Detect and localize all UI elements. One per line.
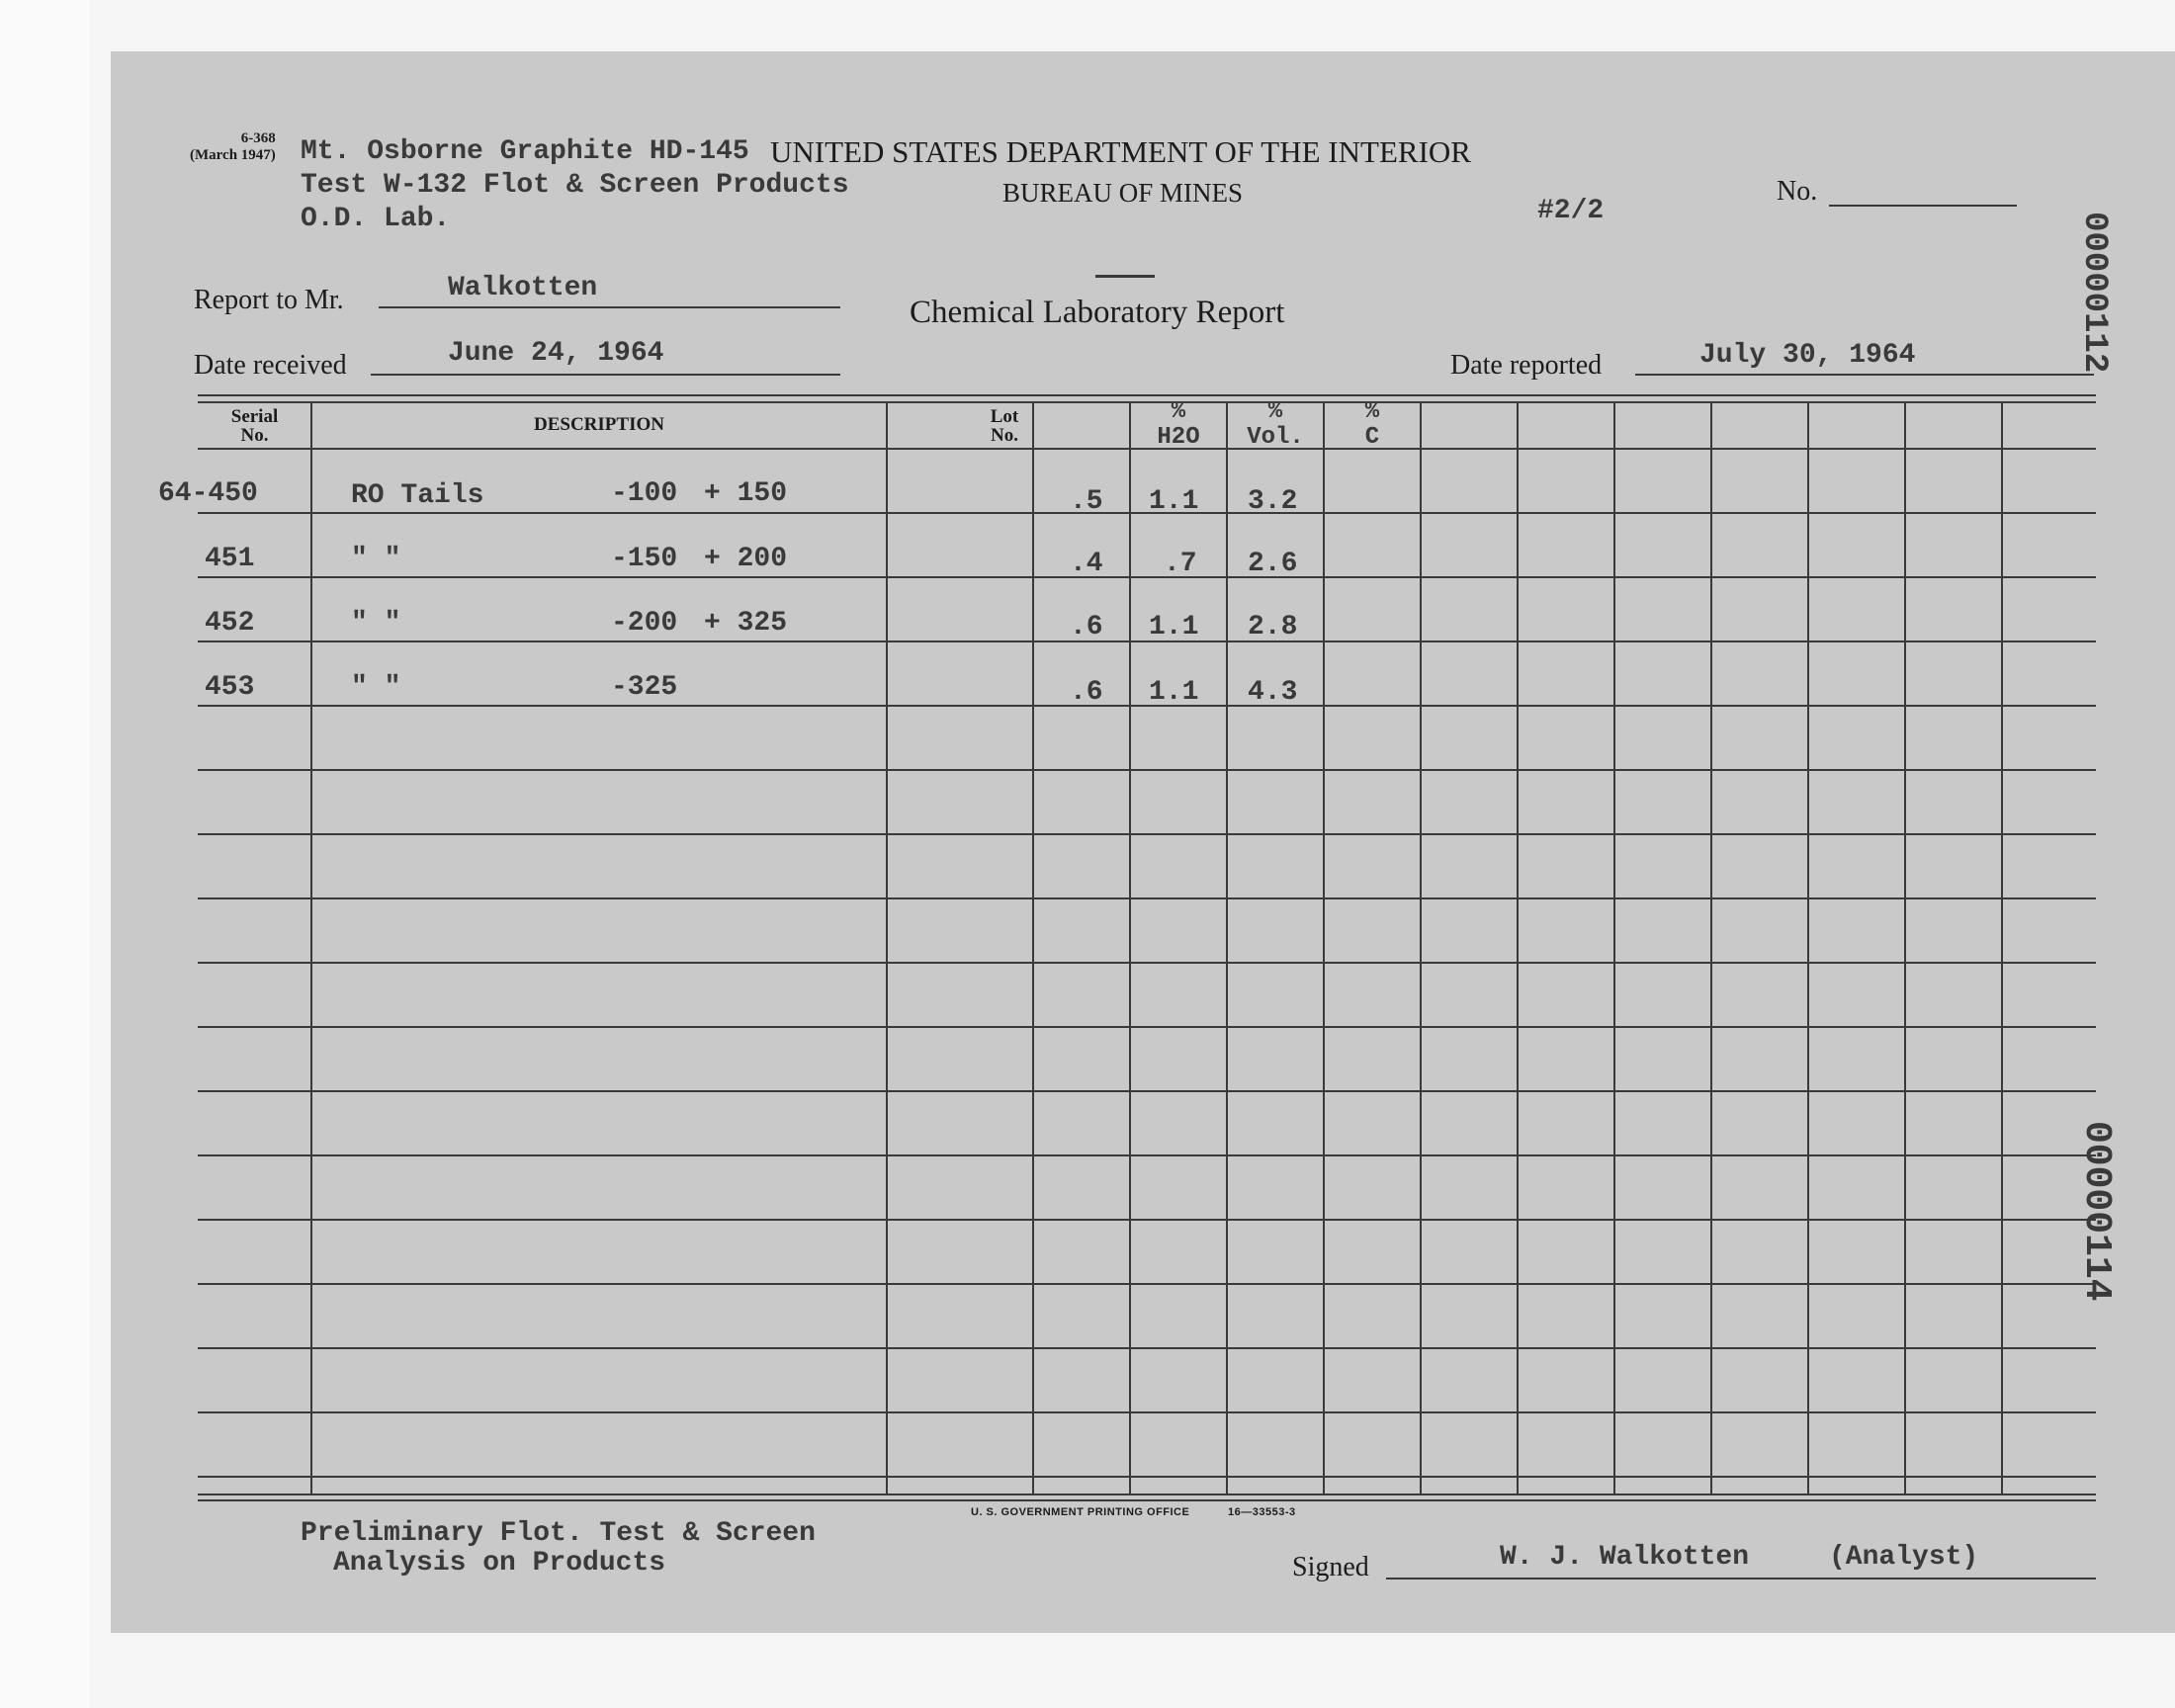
row-4-vol: 1.1	[1149, 677, 1199, 708]
signer-name: W. J. Walkotten	[1500, 1542, 1750, 1573]
scan-margin	[0, 0, 89, 1708]
row-3-serial: 452	[205, 608, 255, 639]
report-to-value: Walkotten	[448, 273, 598, 303]
row-1-h2o: .5	[1070, 486, 1103, 517]
bureau-title: BUREAU OF MINES	[1002, 178, 1244, 208]
description-header: DESCRIPTION	[534, 414, 664, 435]
project-lab: O.D. Lab.	[301, 204, 451, 234]
date-received-value: June 24, 1964	[448, 338, 664, 369]
project-title: Mt. Osborne Graphite HD-145	[301, 136, 749, 167]
row-1-serial: 64-450	[158, 478, 258, 509]
row-2-h2o: .4	[1070, 549, 1103, 579]
printing-office: U. S. GOVERNMENT PRINTING OFFICE	[971, 1506, 1190, 1518]
row-3-mesh-plus: + 325	[704, 608, 788, 639]
vol-header: % Vol.	[1247, 398, 1304, 451]
row-1-mesh-minus: -100	[611, 478, 678, 509]
lot-no-header: Lot No.	[990, 406, 1019, 446]
row-2-c: 2.6	[1248, 549, 1298, 579]
row-2-mesh-plus: + 200	[704, 544, 788, 574]
row-2-mesh-minus: -150	[611, 544, 678, 574]
analysis-grid	[111, 51, 2175, 1633]
row-3-vol: 1.1	[1149, 612, 1199, 642]
row-1-material: RO Tails	[351, 480, 484, 511]
sheet-reference: #2/2	[1537, 196, 1605, 226]
print-code: 16—33553-3	[1228, 1506, 1296, 1518]
signed-label: Signed	[1292, 1552, 1369, 1582]
row-2-material: " "	[351, 544, 401, 574]
row-4-mesh-minus: -325	[611, 672, 678, 703]
row-3-mesh-minus: -200	[611, 608, 678, 639]
row-4-c: 4.3	[1248, 677, 1298, 708]
form-number: 6-368	[240, 130, 276, 146]
row-1-mesh-plus: + 150	[704, 478, 788, 509]
department-title: UNITED STATES DEPARTMENT OF THE INTERIOR	[770, 134, 1471, 169]
date-reported-value: July 30, 1964	[1699, 340, 1916, 371]
signature-line	[1386, 1578, 2096, 1580]
c-header: % C	[1364, 398, 1380, 451]
row-1-vol: 1.1	[1149, 486, 1199, 517]
row-4-h2o: .6	[1070, 677, 1103, 708]
row-3-h2o: .6	[1070, 612, 1103, 642]
row-4-material: " "	[351, 672, 401, 703]
date-reported-label: Date reported	[1450, 350, 1603, 381]
report-to-label: Report to Mr.	[194, 285, 344, 315]
form-date: (March 1947)	[190, 147, 276, 163]
row-1-c: 3.2	[1248, 486, 1298, 517]
number-label: No.	[1777, 176, 1818, 207]
row-3-material: " "	[351, 608, 401, 639]
h2o-header: % H2O	[1157, 398, 1200, 451]
row-3-c: 2.8	[1248, 612, 1298, 642]
signer-role: (Analyst)	[1829, 1542, 1979, 1573]
row-2-vol: .7	[1164, 549, 1197, 579]
row-4-serial: 453	[205, 672, 255, 703]
date-received-label: Date received	[194, 350, 347, 381]
archive-number-bottom: 00000114	[2075, 1121, 2118, 1302]
archive-number-top: 00000112	[2075, 212, 2113, 374]
serial-no-header: Serial No.	[230, 406, 279, 446]
remarks-line-2: Analysis on Products	[333, 1548, 666, 1579]
project-test: Test W-132 Flot & Screen Products	[301, 170, 849, 201]
lab-report-form	[111, 51, 2175, 1633]
report-title: Chemical Laboratory Report	[910, 295, 1285, 330]
remarks-line-1: Preliminary Flot. Test & Screen	[301, 1518, 816, 1549]
row-2-serial: 451	[205, 544, 255, 574]
